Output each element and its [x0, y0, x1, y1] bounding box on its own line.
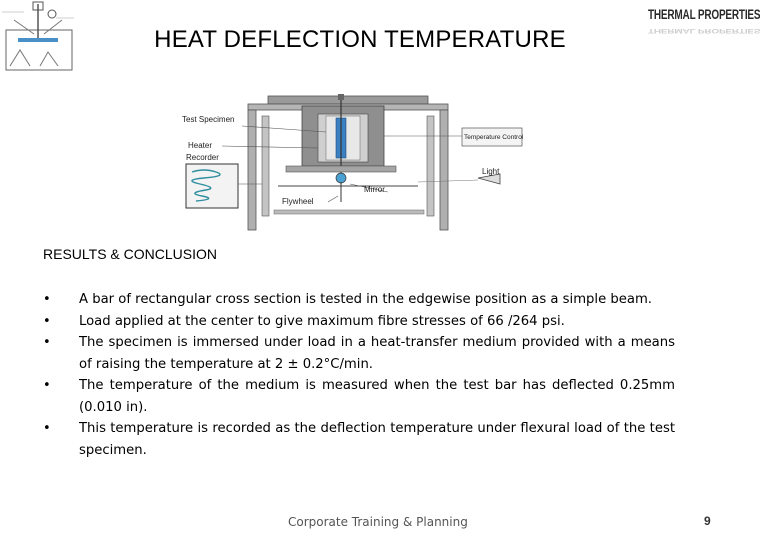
list-item-text: A bar of rectangular cross section is tested in the edgewise position as a simple beam.	[79, 292, 652, 307]
label-flywheel: Flywheel	[282, 197, 314, 206]
label-mirror: Mirror	[364, 185, 385, 194]
list-item-text: The temperature of the medium is measured when the test bar has deflected 0.25mm (0.010 in).	[79, 378, 675, 415]
list-item-text: Load applied at the center to give maximum fibre stresses of 66 /264 psi.	[79, 313, 565, 329]
logo-reflection: THERMAL PROPERTIES	[648, 27, 760, 34]
footer-text: Corporate Training & Planning	[288, 515, 468, 529]
bullet: •	[43, 421, 51, 436]
results-list	[43, 289, 675, 461]
list-item-text: This temperature is recorded as the deflection temperature under flexural load of the test specimen.	[79, 421, 675, 458]
list-item	[43, 311, 675, 333]
apparatus-thumbnail	[0, 0, 78, 72]
thermal-properties-logo	[648, 8, 760, 38]
label-light: Light	[482, 167, 500, 176]
label-temperature-control: Temperature Control	[464, 134, 524, 141]
label-heater: Heater	[188, 141, 213, 150]
hdt-apparatus-diagram	[178, 92, 523, 237]
list-item	[43, 332, 675, 375]
label-test-specimen: Test Specimen	[182, 115, 235, 124]
list-item	[43, 375, 675, 418]
list-item-text: The specimen is immersed under load in a heat-transfer medium provided with a means of raising the temperature at 2 ± 0.2°C/min.	[79, 335, 675, 372]
list-item	[43, 418, 675, 461]
bullet: •	[43, 378, 51, 393]
list-item	[43, 289, 675, 311]
page-number: 9	[704, 514, 711, 528]
bullet: •	[43, 292, 51, 307]
bullet: •	[43, 335, 51, 350]
bullet: •	[43, 313, 51, 329]
label-recorder: Recorder	[186, 153, 219, 162]
slide-title: HEAT DEFLECTION TEMPERATURE	[154, 26, 566, 53]
logo-text: THERMAL PROPERTIES	[648, 8, 760, 23]
results-heading: RESULTS & CONCLUSION	[43, 246, 217, 262]
